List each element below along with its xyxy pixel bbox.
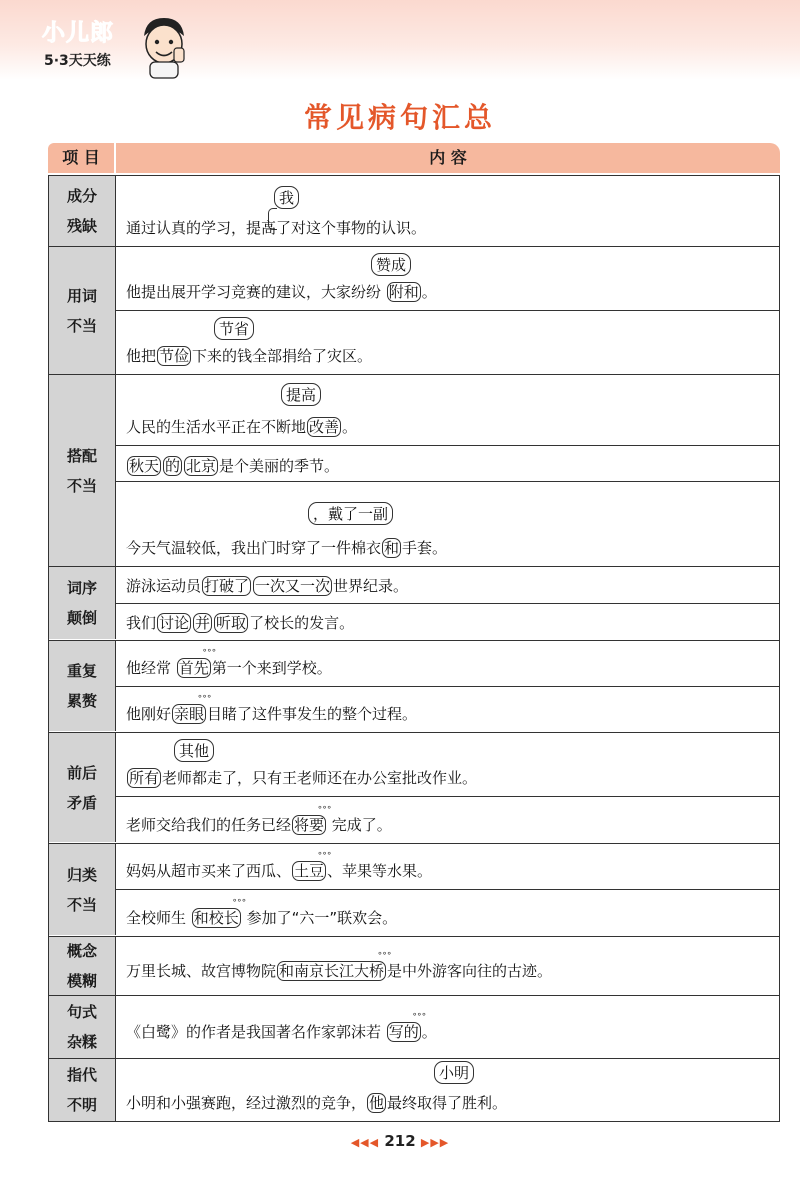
category-cell: 前后 矛盾 [49, 733, 116, 842]
correction-label: 我 [274, 186, 299, 209]
logo-sub-text: 5·3天天练 [44, 53, 111, 69]
sentence-text: 老师交给我们的任务已经 将要 ∘∘∘ 完成了。 [126, 814, 392, 835]
table-header [48, 143, 780, 175]
category-cell: 重复 累赘 [49, 641, 116, 731]
group-mismatch [49, 374, 779, 566]
sentence-row [116, 889, 779, 936]
sentence-text: 人民的生活水平正在不断地 改善 。 [126, 418, 358, 436]
logo-main-text: 小儿郎 [42, 20, 114, 46]
category-cell: 概念 模糊 [49, 937, 116, 995]
sentence-row [116, 996, 779, 1058]
page-title: 常见病句汇总 [303, 101, 496, 134]
correction-label: 节省 [214, 317, 254, 340]
category-cell: 搭配 不当 [49, 375, 116, 566]
sentence-text: 他提出展开学习竞赛的建议，大家纷纷 附和 。 [126, 283, 437, 301]
sentence-text: 游泳运动员 打破了 一次又一次 世界纪录。 [126, 577, 409, 595]
sentence-text: 今天气温较低，我出门时穿了一件棉衣 和 手套。 [126, 539, 448, 557]
group-word-order [49, 566, 779, 640]
sentence-row [116, 445, 779, 481]
sentence-row [116, 176, 779, 246]
group-wrong-word [49, 246, 779, 374]
sentence-row [116, 937, 779, 995]
sentence-row [116, 686, 779, 732]
category-cell: 词序 颠倒 [49, 567, 116, 639]
sentence-row [116, 310, 779, 374]
group-mixed-structure [49, 995, 779, 1058]
correction-label: 小明 [434, 1061, 474, 1084]
sentence-row [116, 1059, 779, 1121]
sentence-text: 小明和小强赛跑，经过激烈的竞争， 他 最终取得了胜利。 [126, 1094, 508, 1112]
sentence-text: 全校师生 和校长 ∘∘∘ 参加了“六一”联欢会。 [126, 907, 397, 928]
sentence-text: 妈妈从超市买来了西瓜、 土豆 ∘∘∘ 、苹果等水果。 [126, 860, 432, 881]
sentence-row [116, 641, 779, 686]
sentence-table [48, 143, 780, 1114]
brand-logo [40, 10, 190, 80]
page-number: 212 [384, 1132, 416, 1150]
header-content: 内 容 [116, 143, 780, 173]
correction-label: 赞成 [371, 253, 411, 276]
left-arrows-icon: ◀◀◀ [350, 1136, 380, 1149]
sentence-text: 他把 节俭 下来的钱全部捐给了灾区。 [126, 347, 373, 365]
sentence-text: 他刚好 亲眼 ∘∘∘ 目睹了这件事发生的整个过程。 [126, 703, 417, 724]
sentence-row [116, 481, 779, 566]
group-incomplete [49, 176, 779, 246]
category-cell: 用词 不当 [49, 247, 116, 374]
page-footer [0, 1132, 800, 1150]
table-body [48, 175, 780, 1122]
sentence-row [116, 375, 779, 445]
category-cell: 句式 杂糅 [49, 996, 116, 1058]
sentence-row [116, 796, 779, 843]
sentence-row [116, 844, 779, 889]
sentence-text: 《白鹭》的作者是我国著名作家郭沫若 写的 ∘∘∘ 。 [126, 1021, 437, 1042]
group-contradiction [49, 732, 779, 843]
group-redundant [49, 640, 779, 732]
boy-mascot-icon [136, 14, 190, 80]
group-classification [49, 843, 779, 936]
group-vague-concept [49, 936, 779, 995]
sentence-text: 他经常 首先 ∘∘∘ 第一个来到学校。 [126, 657, 332, 678]
category-cell: 指代 不明 [49, 1059, 116, 1121]
correction-label: 其他 [174, 739, 214, 762]
header-item: 项 目 [48, 143, 114, 173]
sentence-row [116, 603, 779, 640]
sentence-text: 秋天 的 北京 是个美丽的季节。 [129, 457, 340, 475]
category-cell: 归类 不当 [49, 844, 116, 935]
sentence-row [116, 733, 779, 796]
sentence-row [116, 247, 779, 310]
sentence-text: 通过认真的学习，提高了对这个事物的认识。 [126, 219, 427, 237]
sentence-text: 万里长城、故宫博物院 和南京长江大桥 ∘∘∘ 是中外游客向往的古迹。 [126, 960, 552, 981]
sentence-text: 我们 讨论 并 听取 了校长的发言。 [126, 614, 355, 632]
category-cell: 成分 残缺 [49, 176, 116, 246]
sentence-row [116, 567, 779, 603]
sentence-text: 所有 老师都走了，只有王老师还在办公室批改作业。 [129, 769, 478, 787]
correction-label: 提高 [281, 383, 321, 406]
right-arrows-icon: ▶▶▶ [420, 1136, 450, 1149]
correction-label: ，戴了一副 [308, 502, 393, 525]
group-unclear-reference [49, 1058, 779, 1121]
